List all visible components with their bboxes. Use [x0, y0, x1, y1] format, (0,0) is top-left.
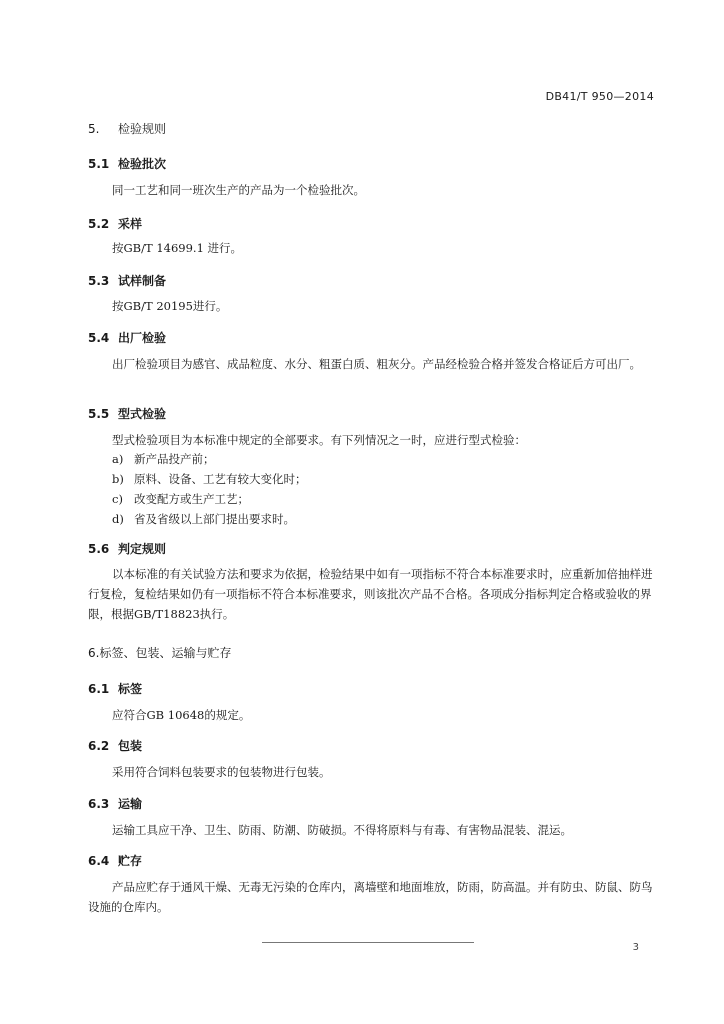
section-number: 5.: [88, 122, 100, 136]
section-title: 包装: [118, 739, 143, 753]
section-number: 6.4: [88, 854, 110, 868]
section-title: 贮存: [118, 854, 143, 868]
page-number: 3: [632, 942, 639, 953]
section-number: 6.3: [88, 797, 110, 811]
list-item-text: 省及省级以上部门提出要求时。: [134, 512, 295, 526]
section-number: 5.6: [88, 542, 110, 556]
section-5-2-text: 按GB/T 14699.1 进行。: [112, 241, 243, 255]
section-5-6-heading: [88, 540, 166, 557]
section-5-3-heading: [88, 272, 166, 289]
section-5-4-heading: [88, 329, 166, 346]
section-6-heading: 6.标签、包装、运输与贮存: [88, 646, 232, 660]
section-5-4-text: 出厂检验项目为感官、成品粒度、水分、粗蛋白质、粗灰分。产品经检验合格并签发合格证后方可出厂。: [112, 357, 641, 371]
document-code: DB41/T 950—2014: [545, 90, 654, 103]
section-title: 采样: [118, 217, 143, 231]
list-item-text: 改变配方或生产工艺；: [134, 492, 249, 506]
section-number: 5.2: [88, 217, 110, 231]
section-5-6-text: 以本标准的有关试验方法和要求为依据，检验结果中如有一项指标不符合本标准要求时，应重新加倍抽样进行复检，复检结果如仍有一项指标不符合本标准要求，则该批次产品不合格。各项成分指标判定合格或验收的界限，根据GB/T18823执行。: [88, 567, 653, 621]
section-6-2-heading: [88, 737, 142, 754]
list-item: [112, 449, 215, 469]
section-5-5-text: 型式检验项目为本标准中规定的全部要求。有下列情况之一时，应进行型式检验：: [112, 433, 526, 447]
section-title: 判定规则: [118, 542, 167, 556]
list-marker: b): [112, 472, 124, 486]
section-number: 6.1: [88, 682, 110, 696]
list-item: [112, 509, 295, 529]
list-marker: d): [112, 512, 124, 526]
section-5-3-text: 按GB/T 20195进行。: [112, 299, 228, 313]
section-number: 5.3: [88, 274, 110, 288]
list-item: [112, 469, 307, 489]
section-title: 检验批次: [118, 157, 167, 171]
section-number: 6.2: [88, 739, 110, 753]
section-title: 型式检验: [118, 407, 167, 421]
section-title: 检验规则: [118, 122, 167, 136]
section-6-3-text: 运输工具应干净、卫生、防雨、防潮、防破损。不得将原料与有毒、有害物品混装、混运。: [112, 823, 572, 837]
section-6-1-heading: [88, 680, 142, 697]
section-5-1-text: 同一工艺和同一班次生产的产品为一个检验批次。: [112, 183, 365, 197]
section-title: 运输: [118, 797, 143, 811]
section-number: 5.4: [88, 331, 110, 345]
section-5-heading: [88, 120, 166, 137]
list-item: [112, 489, 249, 509]
list-marker: a): [112, 452, 124, 466]
footer-divider: [262, 942, 474, 943]
section-5-1-heading: [88, 155, 166, 172]
section-6-2-text: 采用符合饲料包装要求的包装物进行包装。: [112, 765, 331, 779]
section-5-2-heading: [88, 215, 142, 232]
section-number: 5.5: [88, 407, 110, 421]
section-6-4-text: 产品应贮存于通风干燥、无毒无污染的仓库内，离墙壁和地面堆放，防雨，防高温。并有防虫、防鼠、防鸟设施的仓库内。: [88, 880, 653, 914]
section-6-3-heading: [88, 795, 142, 812]
section-5-5-heading: [88, 405, 166, 422]
section-6-4-heading: [88, 852, 142, 869]
list-item-text: 新产品投产前；: [134, 452, 215, 466]
section-6-1-text: 应符合GB 10648的规定。: [112, 708, 251, 722]
section-title: 标签: [118, 682, 143, 696]
section-title: 出厂检验: [118, 331, 167, 345]
section-number: 5.1: [88, 157, 110, 171]
list-item-text: 原料、设备、工艺有较大变化时；: [134, 472, 307, 486]
section-title: 试样制备: [118, 274, 167, 288]
list-marker: c): [112, 492, 123, 506]
